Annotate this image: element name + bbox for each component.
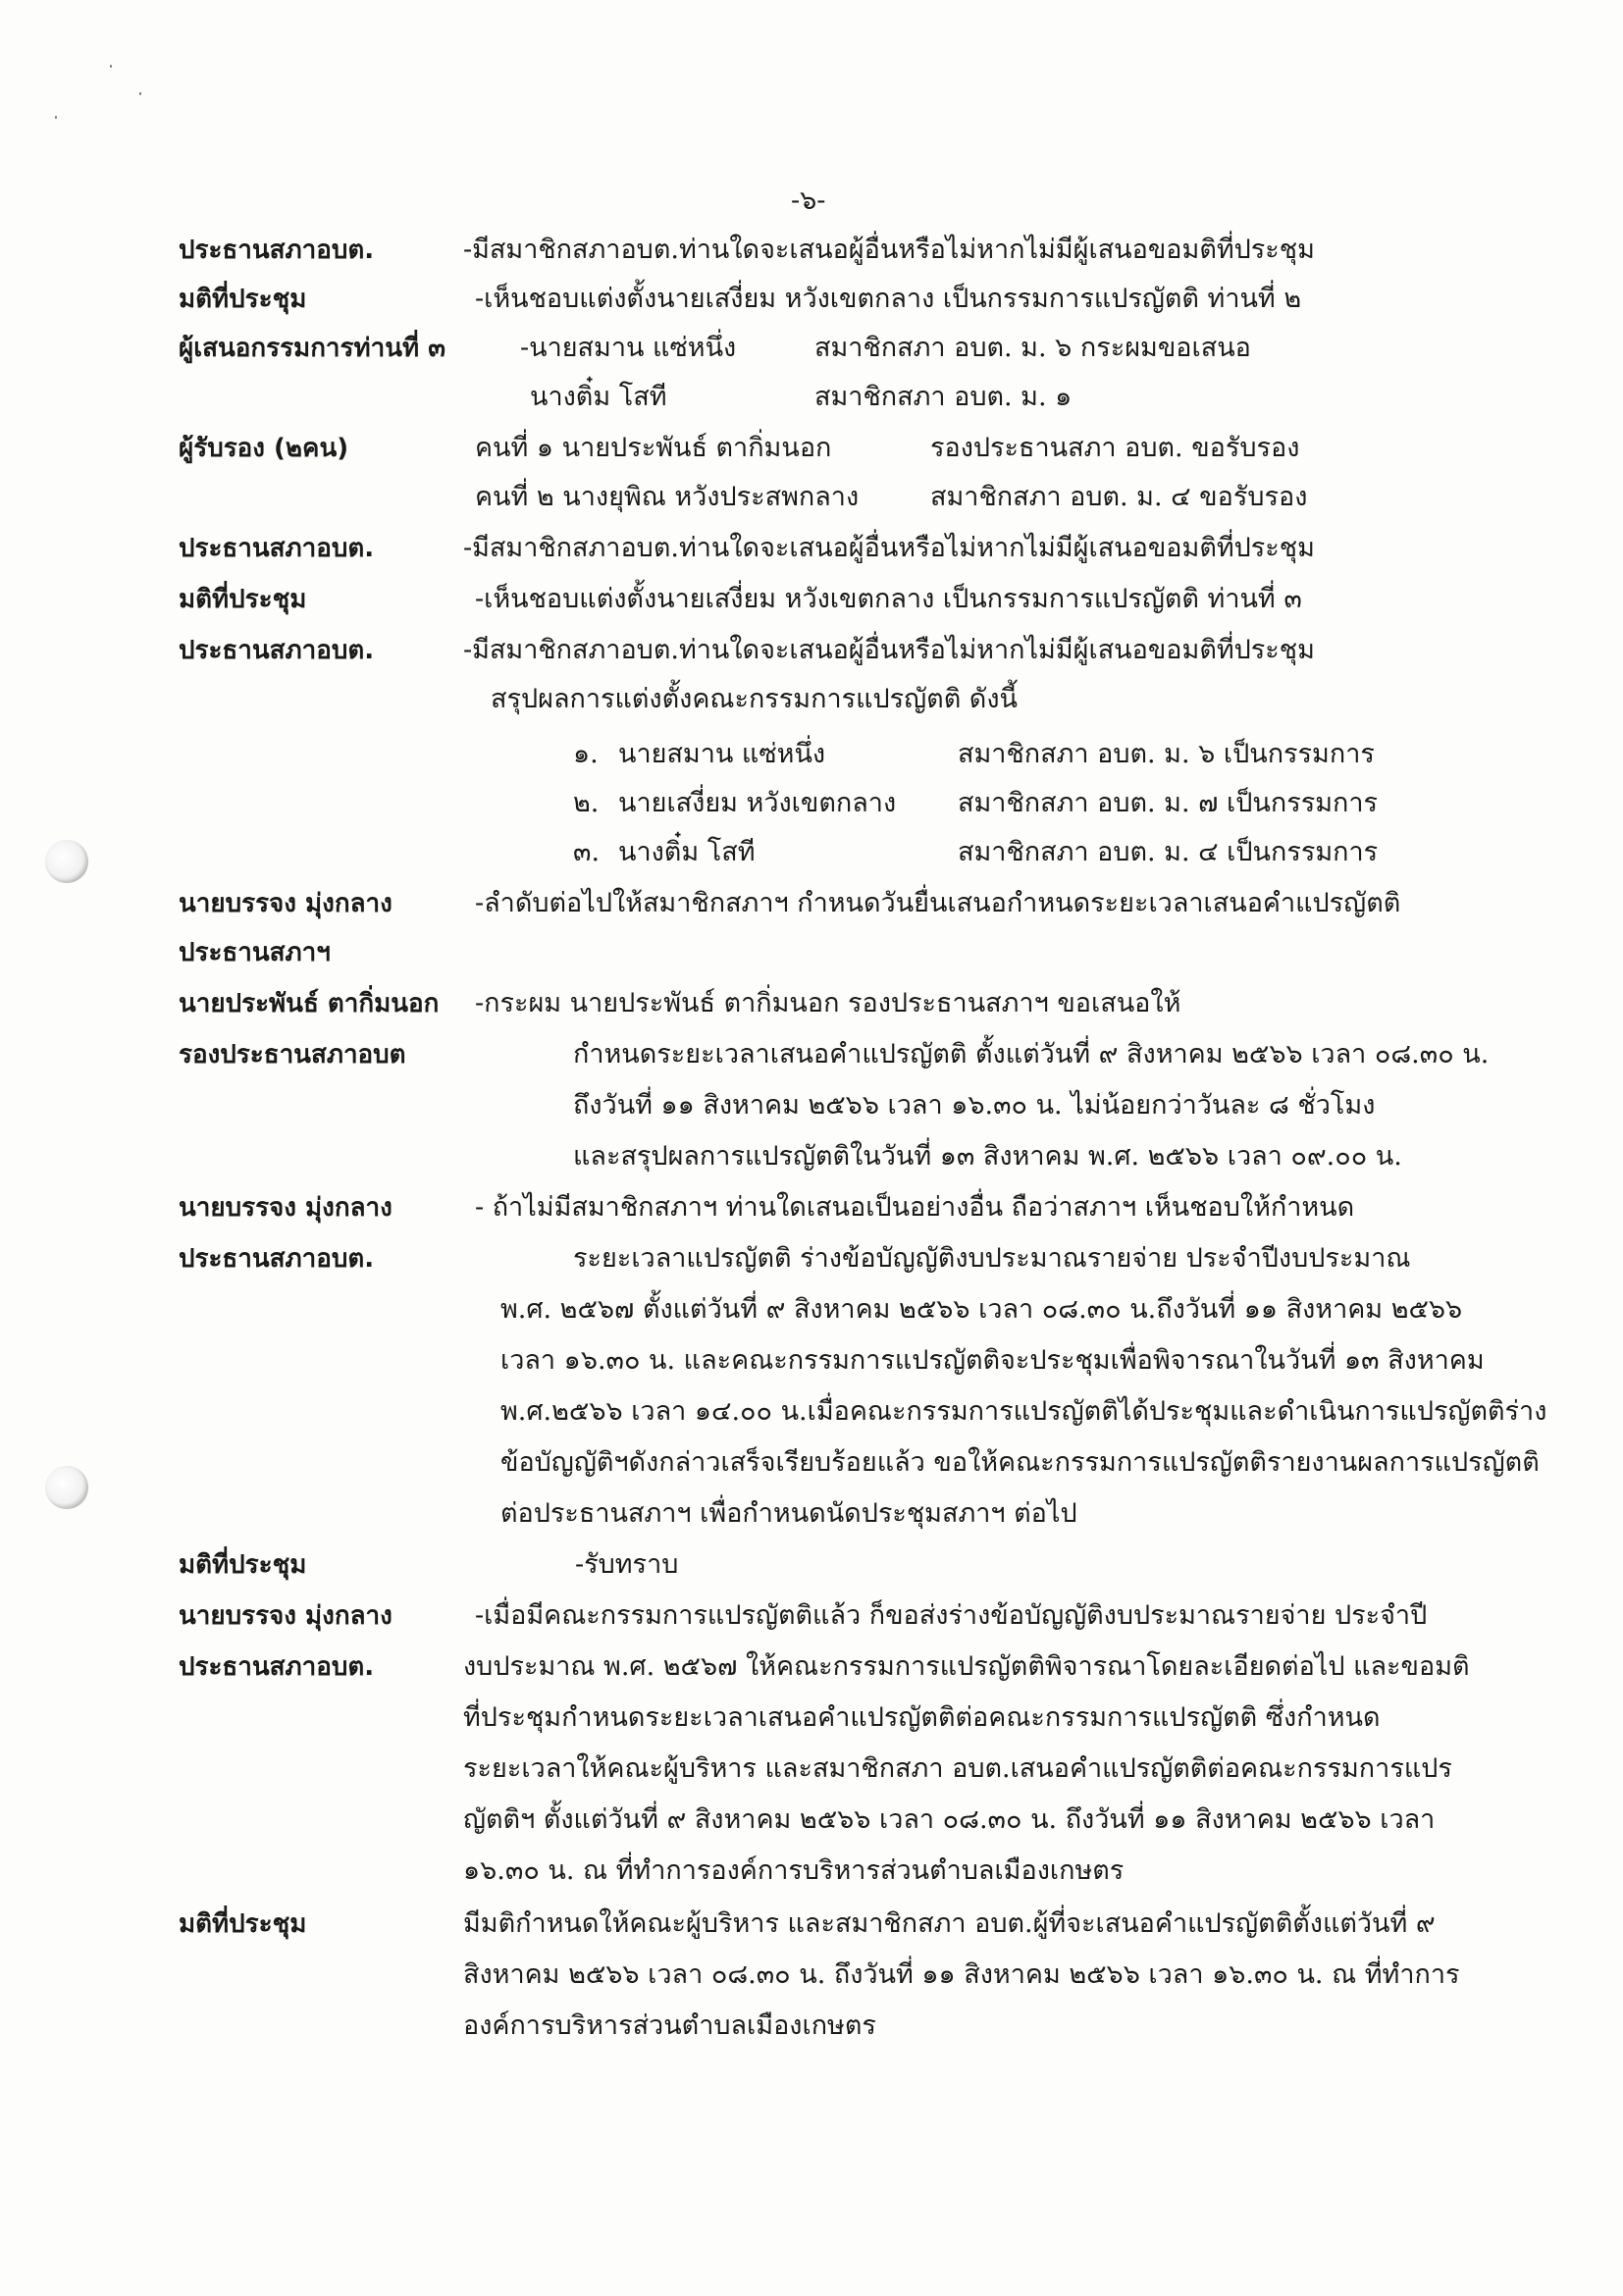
speaker-title: รองประธานสภาอบต [179, 1040, 406, 1070]
speaker-title: ประธานสภาอบต. [179, 1244, 375, 1274]
committee-number: ๓. [573, 837, 601, 867]
statement-text: -กระผม นายประพันธ์ ตากิ่มนอก รองประธานสภาฯ ขอเสนอให้ [475, 988, 1181, 1018]
committee-number: ๑. [573, 739, 599, 769]
statement-text: -เมื่อมีคณะกรรมการแปรญัตติแล้ว ก็ขอส่งร่างข้อบัญญัติงบประมาณรายจ่าย ประจำปี [475, 1600, 1428, 1631]
statement-continuation: พ.ศ.๒๕๖๖ เวลา ๑๔.๐๐ น.เมื่อคณะกรรมการแปรญัตติได้ประชุมและดำเนินการแปรญัตติร่าง [500, 1396, 1547, 1427]
nominee-name: นางติ๋ม โสที [530, 382, 667, 412]
resolution-label: มติที่ประชุม [179, 1909, 307, 1939]
resolution-label: มติที่ประชุม [179, 285, 307, 314]
statement-continuation: องค์การบริหารส่วนตำบลเมืองเกษตร [463, 2010, 876, 2041]
speaker-label: ผู้รับรอง (๒คน) [179, 434, 349, 463]
statement-text: -เห็นชอบแต่งตั้งนายเสงี่ยม หวังเขตกลาง เป็นกรรมการแปรญัตติ ท่านที่ ๓ [475, 584, 1302, 614]
statement-text: -ลำดับต่อไปให้สมาชิกสภาฯ กำหนดวันยื่นเสนอกำหนดระยะเวลาเสนอคำแปรญัตติ [475, 888, 1401, 918]
committee-member-name: นายเสงี่ยม หวังเขตกลาง [618, 788, 897, 818]
speaker-label: ผู้เสนอกรรมการท่านที่ ๓ [179, 334, 445, 363]
statement-text: - ถ้าไม่มีสมาชิกสภาฯ ท่านใดเสนอเป็นอย่างอื่น ถือว่าสภาฯ เห็นชอบให้กำหนด [475, 1192, 1355, 1223]
scan-speck [55, 116, 57, 119]
committee-member-role: สมาชิกสภา อบต. ม. ๖ เป็นกรรมการ [958, 739, 1375, 769]
statement-continuation: ๑๖.๓๐ น. ณ ที่ทำการองค์การบริหารส่วนตำบลเมืองเกษตร [463, 1855, 1125, 1886]
statement-text: สรุปผลการแต่งตั้งคณะกรรมการแปรญัตติ ดังนี้ [491, 684, 1018, 714]
page-number: -๖- [791, 185, 826, 216]
statement-text: -เห็นชอบแต่งตั้งนายเสงี่ยม หวังเขตกลาง เป็นกรรมการแปรญัตติ ท่านที่ ๒ [475, 284, 1302, 314]
nominee-role: สมาชิกสภา อบต. ม. ๑ [814, 382, 1073, 412]
resolution-label: มติที่ประชุม [179, 1550, 307, 1580]
speaker-label: นายบรรจง มุ่งกลาง [179, 1601, 393, 1631]
statement-continuation: ถึงวันที่ ๑๑ สิงหาคม ๒๕๖๖ เวลา ๑๖.๓๐ น. ไม่น้อยกว่าวันละ ๘ ชั่วโมง [573, 1090, 1376, 1121]
resolution-label: มติที่ประชุม [179, 585, 307, 614]
speaker-label: นายบรรจง มุ่งกลาง [179, 1193, 393, 1223]
statement-continuation: เวลา ๑๖.๓๐ น. และคณะกรรมการแปรญัตติจะประชุมเพื่อพิจารณาในวันที่ ๑๓ สิงหาคม [500, 1345, 1485, 1376]
statement-continuation: งบประมาณ พ.ศ. ๒๕๖๗ ให้คณะกรรมการแปรญัตติพิจารณาโดยละเอียดต่อไป และขอมติ [463, 1651, 1470, 1682]
statement-text: -รับทราบ [575, 1549, 679, 1580]
committee-member-name: นายสมาน แซ่หนึ่ง [618, 739, 826, 769]
committee-member-name: นางติ๋ม โสที [618, 837, 756, 867]
speaker-label: นายบรรจง มุ่งกลาง [179, 889, 393, 918]
statement-continuation: ข้อบัญญัติฯดังกล่าวเสร็จเรียบร้อยแล้ว ขอให้คณะกรรมการแปรญัตติรายงานผลการแปรญัตติ [500, 1447, 1540, 1478]
statement-continuation: พ.ศ. ๒๕๖๗ ตั้งแต่วันที่ ๙ สิงหาคม ๒๕๖๖ เวลา ๐๘.๓๐ น.ถึงวันที่ ๑๑ สิงหาคม ๒๕๖๖ [500, 1294, 1463, 1325]
speaker-label: ประธานสภาอบต. [179, 235, 375, 265]
seconder-role: สมาชิกสภา อบต. ม. ๔ ขอรับรอง [930, 482, 1308, 512]
statement-continuation: ญัตติฯ ตั้งแต่วันที่ ๙ สิงหาคม ๒๕๖๖ เวลา ๐๘.๓๐ น. ถึงวันที่ ๑๑ สิงหาคม ๒๕๖๖ เวลา [463, 1804, 1436, 1835]
committee-member-role: สมาชิกสภา อบต. ม. ๔ เป็นกรรมการ [958, 837, 1379, 867]
committee-member-role: สมาชิกสภา อบต. ม. ๗ เป็นกรรมการ [958, 788, 1379, 818]
statement-continuation: สิงหาคม ๒๕๖๖ เวลา ๐๘.๓๐ น. ถึงวันที่ ๑๑ สิงหาคม ๒๕๖๖ เวลา ๑๖.๓๐ น. ณ ที่ทำการ [463, 1959, 1460, 1990]
seconder-name: คนที่ ๑ นายประพันธ์ ตากิ่มนอก [475, 433, 832, 463]
speaker-label: นายประพันธ์ ตากิ่มนอก [179, 989, 440, 1018]
statement-continuation: ต่อประธานสภาฯ เพื่อกำหนดนัดประชุมสภาฯ ต่อไป [500, 1498, 1077, 1529]
punch-hole [45, 840, 88, 883]
nominee-name: -นายสมาน แซ่หนึ่ง [520, 333, 737, 363]
speaker-title: ประธานสภาอบต. [179, 1652, 375, 1682]
seconder-name: คนที่ ๒ นางยุพิณ หวังประสพกลาง [475, 482, 860, 512]
statement-text: -มีสมาชิกสภาอบต.ท่านใดจะเสนอผู้อื่นหรือไม่หากไม่มีผู้เสนอขอมติที่ประชุม [463, 235, 1315, 265]
punch-hole [45, 1466, 88, 1509]
scan-speck [139, 92, 141, 95]
statement-continuation: ที่ประชุมกำหนดระยะเวลาเสนอคำแปรญัตติต่อคณะกรรมการแปรญัตติ ซึ่งกำหนด [463, 1702, 1381, 1733]
statement-text: -มีสมาชิกสภาอบต.ท่านใดจะเสนอผู้อื่นหรือไม่หากไม่มีผู้เสนอขอมติที่ประชุม [463, 533, 1315, 563]
committee-number: ๒. [573, 788, 600, 818]
scan-speck [110, 65, 112, 68]
seconder-role: รองประธานสภา อบต. ขอรับรอง [930, 433, 1300, 463]
statement-continuation: กำหนดระยะเวลาเสนอคำแปรญัตติ ตั้งแต่วันที่ ๙ สิงหาคม ๒๕๖๖ เวลา ๐๘.๓๐ น. [573, 1039, 1490, 1070]
speaker-title: ประธานสภาฯ [179, 938, 331, 967]
statement-continuation: ระยะเวลาให้คณะผู้บริหาร และสมาชิกสภา อบต.เสนอคำแปรญัตติต่อคณะกรรมการแปร [463, 1753, 1452, 1784]
statement-continuation: และสรุปผลการแปรญัตติในวันที่ ๑๓ สิงหาคม พ.ศ. ๒๕๖๖ เวลา ๐๙.๐๐ น. [573, 1141, 1402, 1172]
statement-text: -มีสมาชิกสภาอบต.ท่านใดจะเสนอผู้อื่นหรือไม่หากไม่มีผู้เสนอขอมติที่ประชุม [463, 635, 1315, 665]
statement-text: ระยะเวลาแปรญัตติ ร่างข้อบัญญัติงบประมาณรายจ่าย ประจำปีงบประมาณ [573, 1243, 1411, 1274]
statement-text: มีมติกำหนดให้คณะผู้บริหาร และสมาชิกสภา อบต.ผู้ที่จะเสนอคำแปรญัตติตั้งแต่วันที่ ๙ [463, 1908, 1436, 1939]
speaker-label: ประธานสภาอบต. [179, 636, 375, 665]
nominee-role: สมาชิกสภา อบต. ม. ๖ กระผมขอเสนอ [814, 333, 1251, 363]
speaker-label: ประธานสภาอบต. [179, 534, 375, 563]
